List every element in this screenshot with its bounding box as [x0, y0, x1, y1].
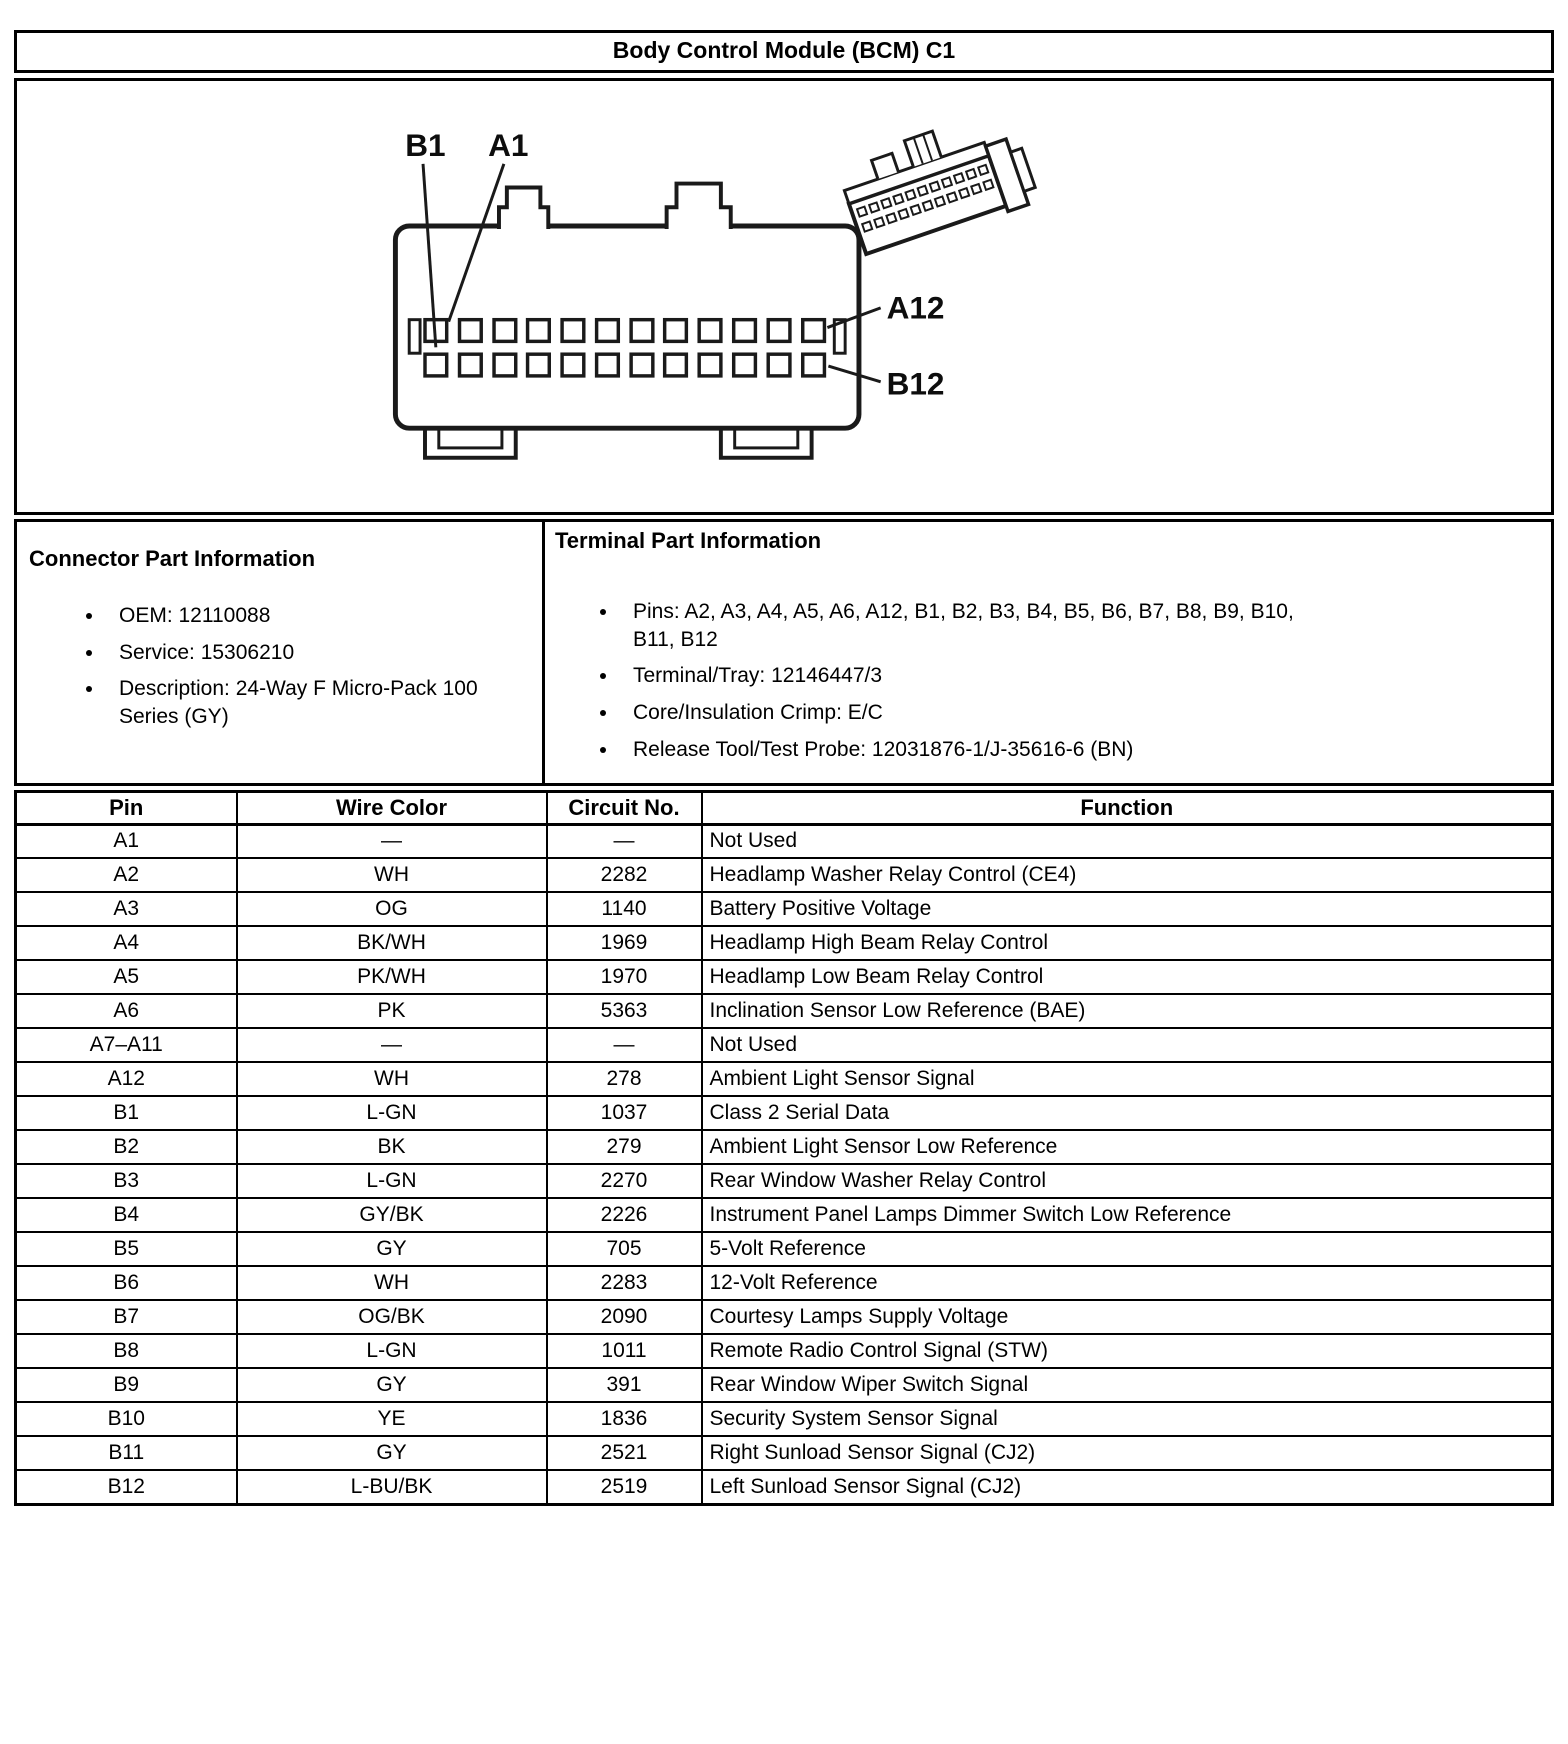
cell-circuit-no: 2090	[547, 1300, 702, 1334]
table-row	[16, 1436, 1553, 1470]
cell-wire-color: L-GN	[237, 1096, 547, 1130]
cell-function: Remote Radio Control Signal (STW)	[702, 1334, 1553, 1368]
cell-function: Ambient Light Sensor Low Reference	[702, 1130, 1553, 1164]
table-row	[16, 1062, 1553, 1096]
cell-wire-color: PK/WH	[237, 960, 547, 994]
cell-circuit-no: 278	[547, 1062, 702, 1096]
bullet-item: • OEM: 12110088	[105, 602, 532, 630]
cell-circuit-no: 2270	[547, 1164, 702, 1198]
cell-function: 5-Volt Reference	[702, 1232, 1553, 1266]
table-row	[16, 858, 1553, 892]
cell-function: Not Used	[702, 1028, 1553, 1062]
table-row	[16, 1402, 1553, 1436]
table-row	[16, 1164, 1553, 1198]
cell-function: Rear Window Washer Relay Control	[702, 1164, 1553, 1198]
cell-pin: B9	[16, 1368, 237, 1402]
cell-pin: A7–A11	[16, 1028, 237, 1062]
cell-circuit-no: 2283	[547, 1266, 702, 1300]
table-row	[16, 824, 1553, 858]
cell-wire-color: —	[237, 1028, 547, 1062]
table-row	[16, 1096, 1553, 1130]
bullet-item: • Release Tool/Test Probe: 12031876-1/J-35616-6 (BN)	[619, 736, 1319, 764]
table-row	[16, 1232, 1553, 1266]
cell-circuit-no: 705	[547, 1232, 702, 1266]
table-row	[16, 1028, 1553, 1062]
cell-wire-color: YE	[237, 1402, 547, 1436]
terminal-part-info-panel	[545, 519, 1554, 786]
cell-function: Headlamp Low Beam Relay Control	[702, 960, 1553, 994]
cell-wire-color: GY	[237, 1232, 547, 1266]
cell-function: Courtesy Lamps Supply Voltage	[702, 1300, 1553, 1334]
cell-pin: A2	[16, 858, 237, 892]
cell-wire-color: L-GN	[237, 1334, 547, 1368]
cell-circuit-no: 1140	[547, 892, 702, 926]
cell-pin: A3	[16, 892, 237, 926]
header-function: Function	[702, 791, 1553, 824]
label-b12-text: B12	[886, 365, 945, 402]
cell-pin: B5	[16, 1232, 237, 1266]
cell-wire-color: WH	[237, 1266, 547, 1300]
cell-function: Left Sunload Sensor Signal (CJ2)	[702, 1470, 1553, 1504]
table-row	[16, 926, 1553, 960]
cell-circuit-no: 279	[547, 1130, 702, 1164]
cell-pin: B7	[16, 1300, 237, 1334]
cell-function: Rear Window Wiper Switch Signal	[702, 1368, 1553, 1402]
cell-wire-color: GY/BK	[237, 1198, 547, 1232]
pin-table-body	[16, 824, 1553, 1504]
cell-circuit-no: 2282	[547, 858, 702, 892]
cell-pin: A12	[16, 1062, 237, 1096]
cell-function: Headlamp High Beam Relay Control	[702, 926, 1553, 960]
cell-wire-color: OG/BK	[237, 1300, 547, 1334]
cell-pin: B12	[16, 1470, 237, 1504]
table-row	[16, 1368, 1553, 1402]
table-row	[16, 1470, 1553, 1504]
part-info-section	[14, 519, 1554, 786]
cell-function: Security System Sensor Signal	[702, 1402, 1553, 1436]
cell-pin: A1	[16, 824, 237, 858]
cell-pin: B8	[16, 1334, 237, 1368]
table-row	[16, 892, 1553, 926]
cell-function: Headlamp Washer Relay Control (CE4)	[702, 858, 1553, 892]
cell-circuit-no: 2226	[547, 1198, 702, 1232]
connector-diagram	[17, 81, 1551, 512]
cell-function: Battery Positive Voltage	[702, 892, 1553, 926]
cell-wire-color: L-GN	[237, 1164, 547, 1198]
cell-wire-color: WH	[237, 1062, 547, 1096]
table-row	[16, 994, 1553, 1028]
cell-wire-color: L-BU/BK	[237, 1470, 547, 1504]
cell-wire-color: GY	[237, 1436, 547, 1470]
connector-diagram-panel	[14, 78, 1554, 515]
bullet-item: • Core/Insulation Crimp: E/C	[619, 699, 1319, 727]
cell-wire-color: OG	[237, 892, 547, 926]
cell-wire-color: BK/WH	[237, 926, 547, 960]
terminal-part-info-heading: Terminal Part Information	[555, 528, 822, 553]
cell-circuit-no: 2521	[547, 1436, 702, 1470]
cell-function: Not Used	[702, 824, 1553, 858]
connector-part-info-heading: Connector Part Information	[29, 546, 316, 571]
cell-pin: B6	[16, 1266, 237, 1300]
cell-function: Class 2 Serial Data	[702, 1096, 1553, 1130]
terminal-part-info-list	[555, 598, 1541, 764]
cell-circuit-no: 5363	[547, 994, 702, 1028]
cell-circuit-no: —	[547, 824, 702, 858]
cell-wire-color: PK	[237, 994, 547, 1028]
header-wire-color: Wire Color	[237, 791, 547, 824]
cell-function: 12-Volt Reference	[702, 1266, 1553, 1300]
cell-function: Inclination Sensor Low Reference (BAE)	[702, 994, 1553, 1028]
connector-part-info-panel	[14, 519, 545, 786]
cell-circuit-no: 1011	[547, 1334, 702, 1368]
table-row	[16, 960, 1553, 994]
cell-pin: A4	[16, 926, 237, 960]
cell-circuit-no: 2519	[547, 1470, 702, 1504]
cell-function: Ambient Light Sensor Signal	[702, 1062, 1553, 1096]
connector-front-view	[395, 184, 859, 458]
cell-circuit-no: 1970	[547, 960, 702, 994]
header-circuit-no: Circuit No.	[547, 791, 702, 824]
cell-function: Right Sunload Sensor Signal (CJ2)	[702, 1436, 1553, 1470]
cell-circuit-no: 1037	[547, 1096, 702, 1130]
cell-function: Instrument Panel Lamps Dimmer Switch Low Reference	[702, 1198, 1553, 1232]
cell-pin: A6	[16, 994, 237, 1028]
table-row	[16, 1300, 1553, 1334]
cell-pin: B2	[16, 1130, 237, 1164]
cell-circuit-no: 1836	[547, 1402, 702, 1436]
pin-table-header	[16, 791, 1553, 824]
label-a12-text: A12	[886, 289, 945, 326]
cell-pin: A5	[16, 960, 237, 994]
bullet-item: • Terminal/Tray: 12146447/3	[619, 662, 1319, 690]
header-pin: Pin	[16, 791, 237, 824]
bullet-item: • Service: 15306210	[105, 639, 532, 667]
table-row	[16, 1334, 1553, 1368]
cell-pin: B11	[16, 1436, 237, 1470]
table-row	[16, 1198, 1553, 1232]
cell-wire-color: —	[237, 824, 547, 858]
connector-part-info-list	[27, 602, 532, 731]
pinout-table	[14, 790, 1554, 1506]
label-b1-text: B1	[405, 126, 446, 163]
label-a1-text: A1	[488, 126, 529, 163]
cell-pin: B4	[16, 1198, 237, 1232]
cell-wire-color: BK	[237, 1130, 547, 1164]
cell-circuit-no: 391	[547, 1368, 702, 1402]
header-row	[16, 791, 1553, 824]
cell-wire-color: WH	[237, 858, 547, 892]
connector-perspective-view	[835, 105, 1039, 259]
cell-pin: B10	[16, 1402, 237, 1436]
cell-circuit-no: —	[547, 1028, 702, 1062]
cell-wire-color: GY	[237, 1368, 547, 1402]
bullet-item: • Description: 24-Way F Micro-Pack 100 Series (GY)	[105, 675, 532, 730]
cell-circuit-no: 1969	[547, 926, 702, 960]
bullet-item: • Pins: A2, A3, A4, A5, A6, A12, B1, B2, B3, B4, B5, B6, B7, B8, B9, B10, B11, B12	[619, 598, 1319, 653]
table-row	[16, 1130, 1553, 1164]
cell-pin: B1	[16, 1096, 237, 1130]
page-title: Body Control Module (BCM) C1	[14, 30, 1554, 73]
cell-pin: B3	[16, 1164, 237, 1198]
table-row	[16, 1266, 1553, 1300]
